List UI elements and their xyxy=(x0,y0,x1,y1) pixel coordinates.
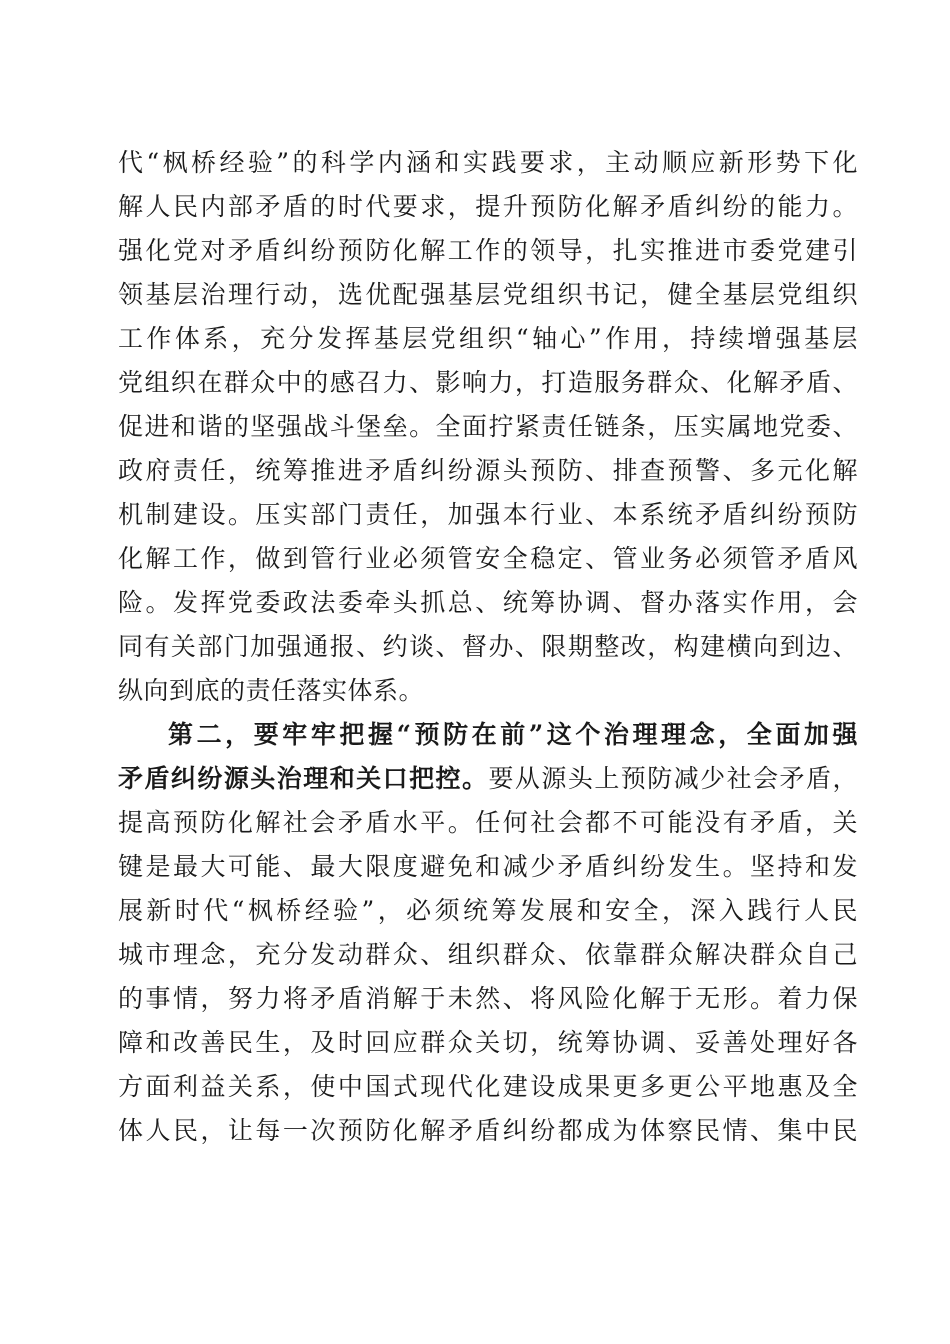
text-line: 促进和谐的坚强战斗堡垒。全面拧紧责任链条，压实属地党委、 xyxy=(118,412,858,441)
text-line: 化解工作，做到管行业必须管安全稳定、管业务必须管矛盾风 xyxy=(118,544,858,573)
body-text xyxy=(118,141,858,1153)
text-line: 险。发挥党委政法委牵头抓总、统筹协调、督办落实作用，会 xyxy=(118,588,858,617)
text-line: 城市理念，充分发动群众、组织群众、依靠群众解决群众自己 xyxy=(118,940,858,969)
text-segment: 要从源头上预防减少社会矛盾， xyxy=(488,764,858,793)
paragraph-1 xyxy=(118,141,858,713)
text-line: 代“枫桥经验”的科学内涵和实践要求，主动顺应新形势下化 xyxy=(118,148,858,177)
text-line: 体人民，让每一次预防化解矛盾纠纷都成为体察民情、集中民 xyxy=(118,1116,858,1145)
text-line: 政府责任，统筹推进矛盾纠纷源头预防、排查预警、多元化解 xyxy=(118,456,858,485)
text-line: 提高预防化解社会矛盾水平。任何社会都不可能没有矛盾，关 xyxy=(118,808,858,837)
text-line: 机制建设。压实部门责任，加强本行业、本系统矛盾纠纷预防 xyxy=(118,500,858,529)
paragraph-heading-line: 第二，要牢牢把握“预防在前”这个治理理念，全面加强 xyxy=(168,720,858,749)
text-line: 方面利益关系，使中国式现代化建设成果更多更公平地惠及全 xyxy=(118,1072,858,1101)
text-line: 工作体系，充分发挥基层党组织“轴心”作用，持续增强基层 xyxy=(118,324,858,353)
text-line: 纵向到底的责任落实体系。 xyxy=(118,676,425,705)
text-line: 的事情，努力将矛盾消解于未然、将风险化解于无形。着力保 xyxy=(118,984,858,1013)
text-line: 展新时代“枫桥经验”，必须统筹发展和安全，深入践行人民 xyxy=(118,896,858,925)
text-line-mixed xyxy=(118,757,858,801)
paragraph-heading-tail: 矛盾纠纷源头治理和关口把控。 xyxy=(118,764,489,793)
text-line: 解人民内部矛盾的时代要求，提升预防化解矛盾纠纷的能力。 xyxy=(118,192,858,221)
text-line: 领基层治理行动，选优配强基层党组织书记，健全基层党组织 xyxy=(118,280,858,309)
text-line: 党组织在群众中的感召力、影响力，打造服务群众、化解矛盾、 xyxy=(118,368,858,397)
text-line: 障和改善民生，及时回应群众关切，统筹协调、妥善处理好各 xyxy=(118,1028,858,1057)
text-line: 同有关部门加强通报、约谈、督办、限期整改，构建横向到边、 xyxy=(118,632,858,661)
text-line: 键是最大可能、最大限度避免和减少矛盾纠纷发生。坚持和发 xyxy=(118,852,858,881)
paragraph-2 xyxy=(118,713,858,1153)
text-line: 强化党对矛盾纠纷预防化解工作的领导，扎实推进市委党建引 xyxy=(118,236,858,265)
